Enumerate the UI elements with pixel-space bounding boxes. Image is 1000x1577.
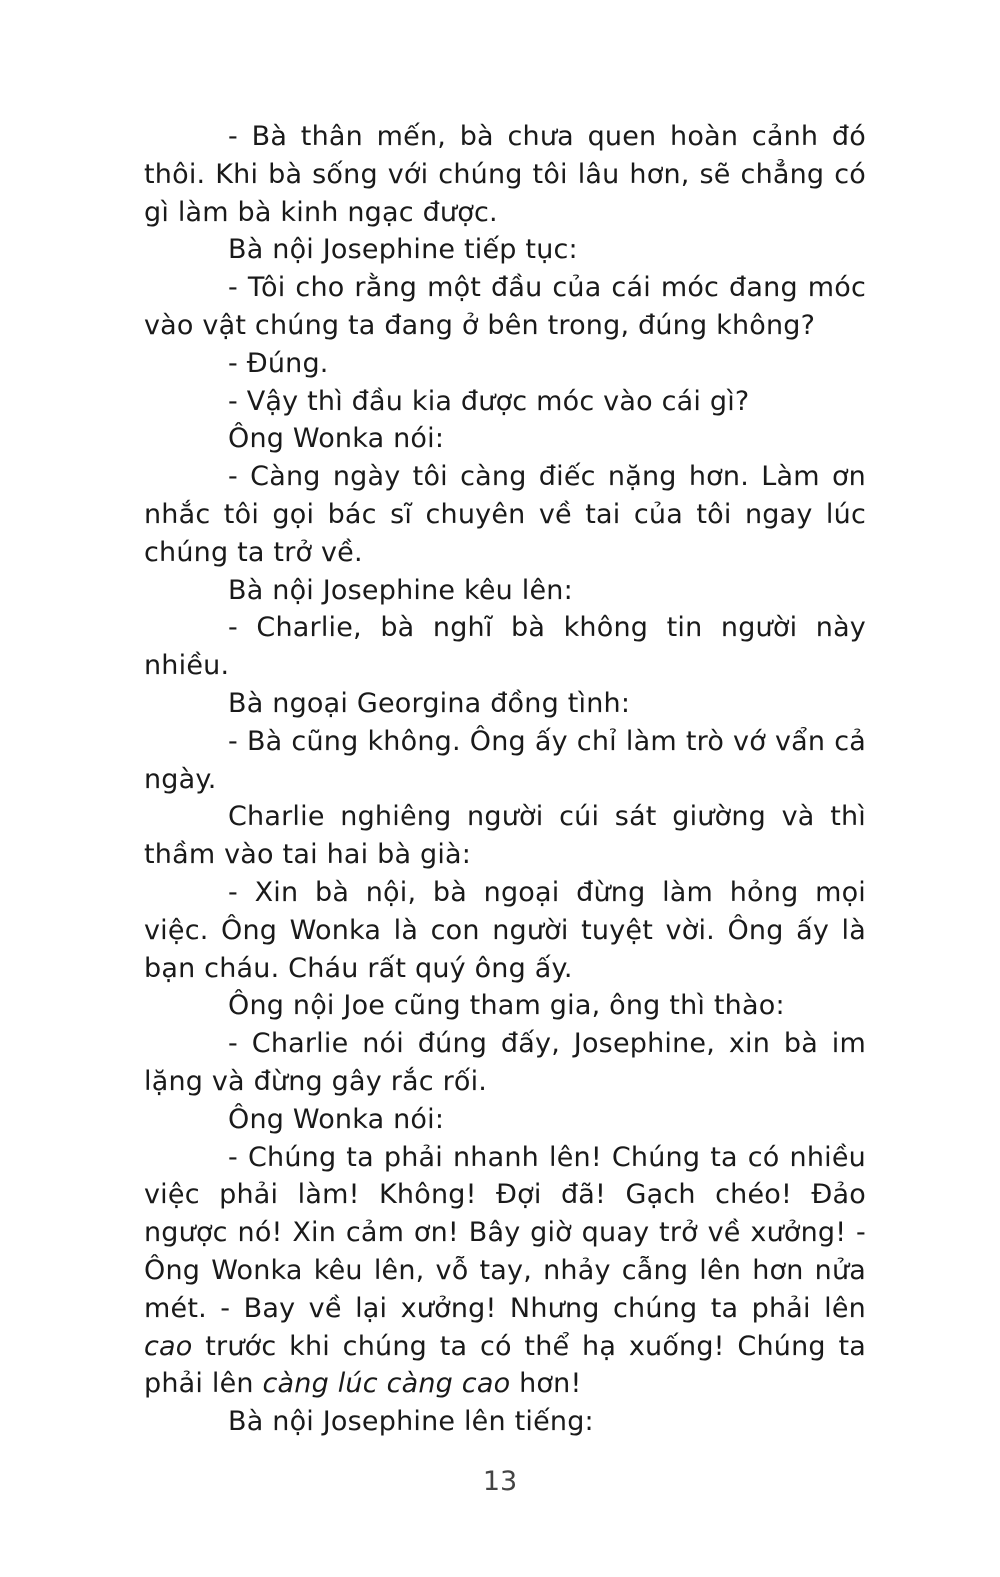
text-segment: - Vậy thì đầu kia được móc vào cái gì? [228,385,750,417]
paragraph [144,723,866,799]
paragraph [144,1403,866,1441]
text-segment: Bà nội Josephine lên tiếng: [228,1406,594,1438]
text-segment: Bà nội Josephine kêu lên: [228,574,573,606]
text-segment: Bà ngoại Georgina đồng tình: [228,687,631,719]
paragraph [144,420,866,458]
text-segment: - Charlie nói đúng đấy, Josephine, xin bà im lặng và đừng gây rắc rối. [144,1028,866,1097]
paragraph [144,685,866,723]
text-segment: - Đúng. [228,347,329,379]
text-segment: Ông Wonka nói: [228,423,445,455]
text-segment: Bà nội Josephine tiếp tục: [228,234,578,266]
text-segment: - Tôi cho rằng một đầu của cái móc đang móc vào vật chúng ta đang ở bên trong, đúng không? [144,272,866,341]
paragraph [144,231,866,269]
text-segment: hơn! [510,1368,582,1400]
text-segment: - Chúng ta phải nhanh lên! Chúng ta có nhiều việc phải làm! Không! Đợi đã! Gạch chéo! Đảo ngược nó! Xin cảm ơn! Bây giờ quay trở về xưởng! - Ông Wonka kêu lên, vỗ tay, nhảy cẫng lên hơn nửa mét. - Bay về lại xưởng! Nhưng chúng ta phải lên [144,1141,866,1324]
text-segment: - Càng ngày tôi càng điếc nặng hơn. Làm ơn nhắc tôi gọi bác sĩ chuyên về tai của tôi ngay lúc chúng ta trở về. [144,461,866,568]
text-segment: - Xin bà nội, bà ngoại đừng làm hỏng mọi việc. Ông Wonka là con người tuyệt vời. Ông ấy là bạn cháu. Cháu rất quý ông ấy. [144,876,866,984]
text-segment: Ông Wonka nói: [228,1103,445,1135]
text-segment: - Charlie, bà nghĩ bà không tin người này nhiều. [144,612,866,682]
paragraph [144,798,866,874]
page-number: 13 [482,1466,518,1497]
text-segment: Charlie nghiêng người cúi sát giường và thì thầm vào tai hai bà già: [144,801,866,871]
paragraph [144,572,866,610]
body-text [144,118,866,1441]
text-segment: - Bà thân mến, bà chưa quen hoàn cảnh đó thôi. Khi bà sống với chúng tôi lâu hơn, sẽ chẳng có gì làm bà kinh ngạc được. [144,121,866,228]
paragraph [144,987,866,1025]
paragraph [144,1025,866,1101]
paragraph [144,1139,866,1404]
paragraph [144,118,866,231]
paragraph [144,458,866,571]
paragraph [144,345,866,383]
paragraph [144,269,866,345]
paragraph [144,383,866,421]
paragraph [144,874,866,987]
paragraph [144,609,866,685]
paragraph [144,1101,866,1139]
italic-text: càng lúc càng cao [262,1368,511,1400]
text-segment: Ông nội Joe cũng tham gia, ông thì thào: [228,990,785,1022]
text-segment: trước khi chúng ta có thể hạ xuống! Chúng ta phải lên [144,1330,866,1400]
text-segment: - Bà cũng không. Ông ấy chỉ làm trò vớ vẩn cả ngày. [144,725,866,795]
italic-text: cao [144,1330,193,1362]
